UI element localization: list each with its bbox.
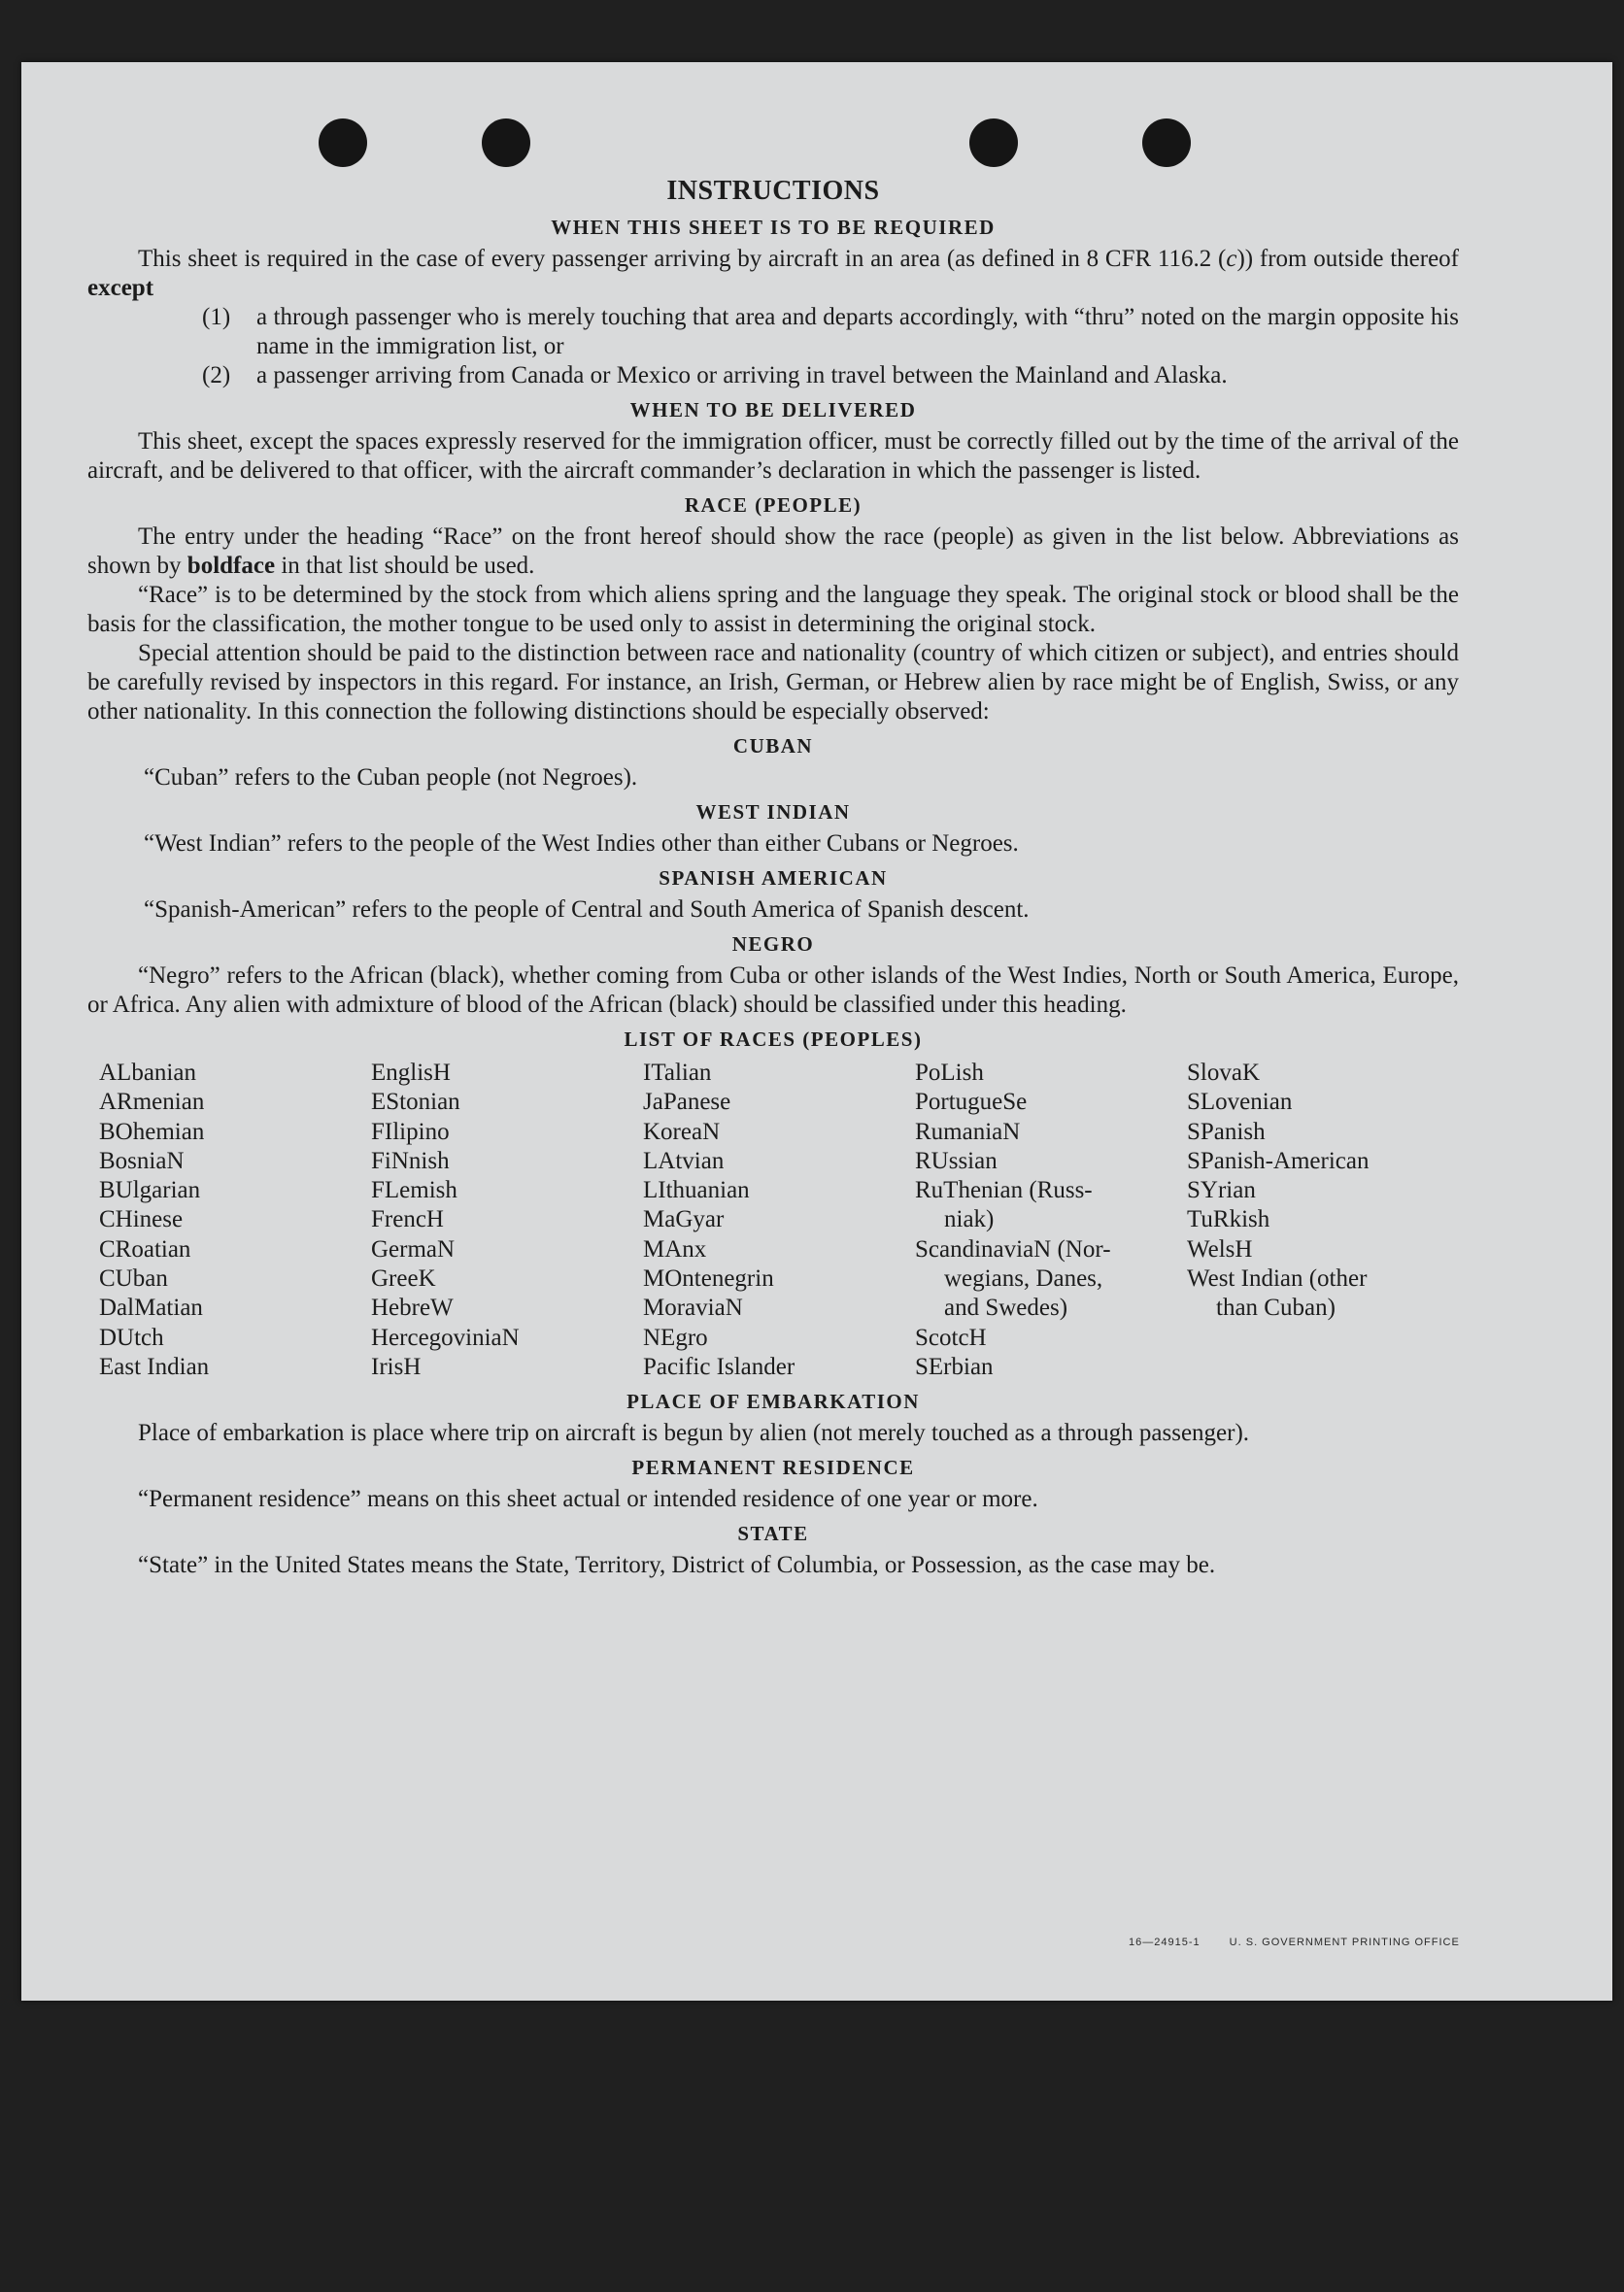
- permanent-residence-text: “Permanent residence” means on this sheet actual or intended residence of one year or more.: [138, 1486, 1038, 1513]
- race-entry: HercegoviniaN: [371, 1324, 520, 1351]
- item-number: (2): [202, 362, 231, 388]
- race-entry: CUban: [99, 1265, 168, 1293]
- race-entry-continued: niak): [944, 1206, 995, 1233]
- race-entry: LAtvian: [643, 1147, 725, 1174]
- race-entry: Pacific Islander: [643, 1353, 795, 1380]
- race-entry: SErbian: [915, 1353, 994, 1380]
- race-entry: DalMatian: [99, 1295, 203, 1322]
- race-entry: RUssian: [915, 1147, 998, 1174]
- footer-code: [1129, 1937, 1460, 1948]
- race-entry: RuThenian (Russ-: [915, 1177, 1093, 1204]
- race-entry: NEgro: [643, 1324, 708, 1351]
- intro-bold: except: [87, 275, 154, 301]
- punch-hole: [969, 118, 1018, 167]
- intro-text: This sheet is required in the case of every passenger arriving by aircraft in an area (as defined in 8 CFR 116.2 (: [138, 246, 1227, 272]
- race-list: [87, 1059, 1459, 1382]
- race-entry: MoraviaN: [643, 1295, 743, 1322]
- race-entry: SPanish-American: [1187, 1147, 1370, 1174]
- race-column: [1187, 1059, 1459, 1382]
- heading-west-indian: WEST INDIAN: [695, 800, 851, 824]
- west-indian-text: “West Indian” refers to the people of the West Indies other than either Cubans or Negroes.: [144, 830, 1019, 857]
- race-paragraph: Special attention should be paid to the distinction between race and nationality (country of which citizen or subject), and entries should be carefully revised by inspectors in this regard. For instance, an Irish, German, or Hebrew alien by race might be of English, Swiss, or any other nationality. In this connection the following distinctions should be especially observed:: [87, 640, 1459, 725]
- state-text: “State” in the United States means the State, Territory, District of Columbia, or Possession, as the case may be.: [138, 1552, 1216, 1579]
- list-item: [87, 361, 1459, 390]
- race-entry: KoreaN: [643, 1118, 721, 1145]
- heading-place-of-embarkation: PLACE OF EMBARKATION: [626, 1390, 920, 1414]
- document-sheet: [21, 62, 1612, 2001]
- race-entry: West Indian (other: [1187, 1265, 1368, 1293]
- race-entry: HebreW: [371, 1295, 454, 1322]
- race-entry: EStonian: [371, 1089, 460, 1116]
- race-entry: BosniaN: [99, 1147, 185, 1174]
- race-entry: BOhemian: [99, 1118, 205, 1145]
- race-entry: DUtch: [99, 1324, 164, 1351]
- race-paragraph: [87, 522, 1459, 581]
- list-item: [87, 303, 1459, 361]
- heading-spanish-american: SPANISH AMERICAN: [659, 866, 888, 890]
- race-entry: ITalian: [643, 1060, 712, 1086]
- race-column: [99, 1059, 371, 1382]
- race-entry: IrisH: [371, 1353, 422, 1380]
- item-number: (1): [202, 304, 231, 330]
- intro-text: )) from outside thereof: [1236, 246, 1459, 272]
- race-text: The entry under the heading “Race” on the front hereof should show the race (people) as given in the list below. Abbreviations as shown by: [87, 523, 1459, 579]
- heading-negro: NEGRO: [731, 932, 815, 956]
- negro-text: “Negro” refers to the African (black), whether coming from Cuba or other islands of the West Indies, North or South America, Europe, or Africa. Any alien with admixture of blood of the African (black) should be classified under this heading.: [87, 962, 1459, 1018]
- race-entry: East Indian: [99, 1353, 210, 1380]
- race-entry-continued: and Swedes): [944, 1295, 1068, 1322]
- heading-race: RACE (PEOPLE): [684, 493, 863, 517]
- race-paragraph: “Race” is to be determined by the stock from which aliens spring and the language they speak. The original stock or blood shall be the basis for the classification, the mother tongue to be used only to assist in determining the original stock.: [87, 582, 1459, 637]
- race-entry: CRoatian: [99, 1235, 191, 1263]
- place-of-embarkation-text: Place of embarkation is place where trip on aircraft is begun by alien (not merely touched as a through passenger).: [138, 1420, 1250, 1447]
- race-entry: MAnx: [643, 1235, 707, 1263]
- race-entry-continued: wegians, Danes,: [944, 1265, 1103, 1293]
- race-entry: SlovaK: [1187, 1060, 1260, 1086]
- instructions-content: [87, 177, 1459, 1580]
- race-entry: GermaN: [371, 1235, 456, 1263]
- race-entry: FrencH: [371, 1206, 444, 1233]
- race-entry: FiNnish: [371, 1147, 450, 1174]
- punch-hole: [1142, 118, 1191, 167]
- race-entry: ARmenian: [99, 1089, 205, 1116]
- when-required-intro: [87, 245, 1459, 303]
- race-text: in that list should be used.: [275, 553, 535, 579]
- race-entry: RumaniaN: [915, 1118, 1021, 1145]
- race-column: [371, 1059, 643, 1382]
- race-entry: FIlipino: [371, 1118, 450, 1145]
- heading-when-delivered: WHEN TO BE DELIVERED: [629, 398, 917, 421]
- race-entry: SPanish: [1187, 1118, 1266, 1145]
- race-entry: MOntenegrin: [643, 1265, 774, 1293]
- race-entry: SLovenian: [1187, 1089, 1293, 1116]
- heading-cuban: CUBAN: [732, 734, 814, 758]
- intro-italic: c: [1226, 246, 1237, 272]
- race-entry: LIthuanian: [643, 1177, 750, 1204]
- race-entry: ScandinaviaN (Nor-: [915, 1235, 1111, 1263]
- heading-state: STATE: [737, 1522, 809, 1546]
- race-entry: TuRkish: [1187, 1206, 1270, 1233]
- heading-permanent-residence: PERMANENT RESIDENCE: [631, 1456, 915, 1480]
- race-entry: ScotcH: [915, 1324, 987, 1351]
- race-entry: JaPanese: [643, 1089, 731, 1116]
- punch-hole: [482, 118, 530, 167]
- heading-list-of-races: LIST OF RACES (PEOPLES): [624, 1028, 923, 1051]
- race-entry: BUlgarian: [99, 1177, 201, 1204]
- item-text: a passenger arriving from Canada or Mexico or arriving in travel between the Mainland and Alaska.: [256, 362, 1228, 388]
- when-delivered-text: This sheet, except the spaces expressly reserved for the immigration officer, must be correctly filled out by the time of the arrival of the aircraft, and be delivered to that officer, with the aircraft commander’s declaration in which the passenger is listed.: [87, 428, 1459, 484]
- cuban-text: “Cuban” refers to the Cuban people (not Negroes).: [144, 764, 638, 791]
- heading-when-required: WHEN THIS SHEET IS TO BE REQUIRED: [551, 216, 996, 239]
- item-text: a through passenger who is merely touching that area and departs accordingly, with “thru” noted on the margin opposite his name in the immigration list, or: [256, 304, 1459, 359]
- punch-hole: [319, 118, 367, 167]
- spanish-american-text: “Spanish-American” refers to the people of Central and South America of Spanish descent.: [144, 896, 1030, 923]
- race-entry: GreeK: [371, 1265, 436, 1293]
- race-entry: EnglisH: [371, 1060, 451, 1086]
- race-entry: WelsH: [1187, 1235, 1253, 1263]
- page-title: INSTRUCTIONS: [666, 176, 880, 206]
- race-column: [915, 1059, 1187, 1382]
- race-entry: FLemish: [371, 1177, 457, 1204]
- race-entry-continued: than Cuban): [1216, 1295, 1336, 1322]
- race-bold: boldface: [186, 553, 276, 579]
- race-entry: SYrian: [1187, 1177, 1256, 1204]
- race-entry: MaGyar: [643, 1206, 725, 1233]
- race-column: [643, 1059, 915, 1382]
- race-entry: CHinese: [99, 1206, 184, 1233]
- form-number: 16—24915-1: [1129, 1937, 1201, 1948]
- printer-name: U. S. GOVERNMENT PRINTING OFFICE: [1229, 1937, 1460, 1948]
- race-entry: ALbanian: [99, 1060, 196, 1086]
- race-entry: PortugueSe: [915, 1089, 1028, 1116]
- race-entry: PoLish: [915, 1060, 984, 1086]
